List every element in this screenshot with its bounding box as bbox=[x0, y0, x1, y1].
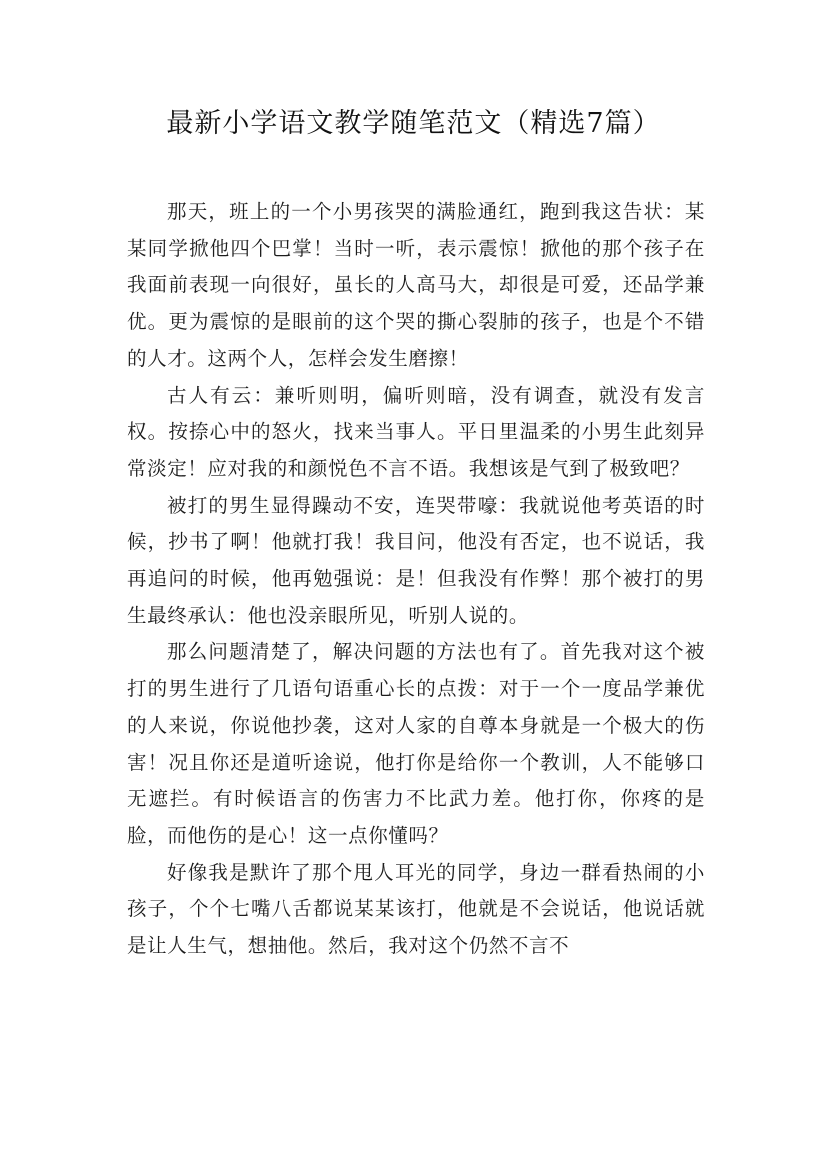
paragraph: 古人有云：兼听则明，偏听则暗，没有调查，就没有发言权。按捺心中的怒火，找来当事人。平日里温柔的小男生此刻异常淡定！应对我的和颜悦色不言不语。我想该是气到了极致吧？ bbox=[127, 383, 705, 480]
paragraph: 那天，班上的一个小男孩哭的满脸通红，跑到我这告状：某某同学掀他四个巴掌！当时一听，表示震惊！掀他的那个孩子在我面前表现一向很好，虽长的人高马大，却很是可爱，还品学兼优。更为震惊的是眼前的这个哭的撕心裂肺的孩子，也是个不错的人才。这两个人，怎样会发生磨擦！ bbox=[127, 200, 705, 370]
document-body bbox=[127, 194, 705, 965]
document-title: 最新小学语文教学随笔范文（精选7篇） bbox=[166, 108, 661, 139]
paragraph: 被打的男生显得躁动不安，连哭带嚎：我就说他考英语的时候，抄书了啊！他就打我！我目问，他没有否定，也不说话，我再追问的时候，他再勉强说：是！但我没有作弊！那个被打的男生最终承认：他也没亲眼所见，听别人说的。 bbox=[127, 493, 705, 627]
paragraph: 好像我是默许了那个甩人耳光的同学，身边一群看热闹的小孩子，个个七嘴八舌都说某某该打，他就是不会说话，他说话就是让人生气，想抽他。然后，我对这个仍然不言不 bbox=[127, 860, 705, 958]
paragraph: 那么问题清楚了，解决问题的方法也有了。首先我对这个被打的男生进行了几语句语重心长的点拨：对于一个一度品学兼优的人来说，你说他抄袭，这对人家的自尊本身就是一个极大的伤害！况且你还是道听途说，他打你是给你一个教训，人不能够口无遮拦。有时候语言的伤害力不比武力差。他打你，你疼的是脸，而他伤的是心！这一点你懂吗？ bbox=[127, 640, 705, 847]
